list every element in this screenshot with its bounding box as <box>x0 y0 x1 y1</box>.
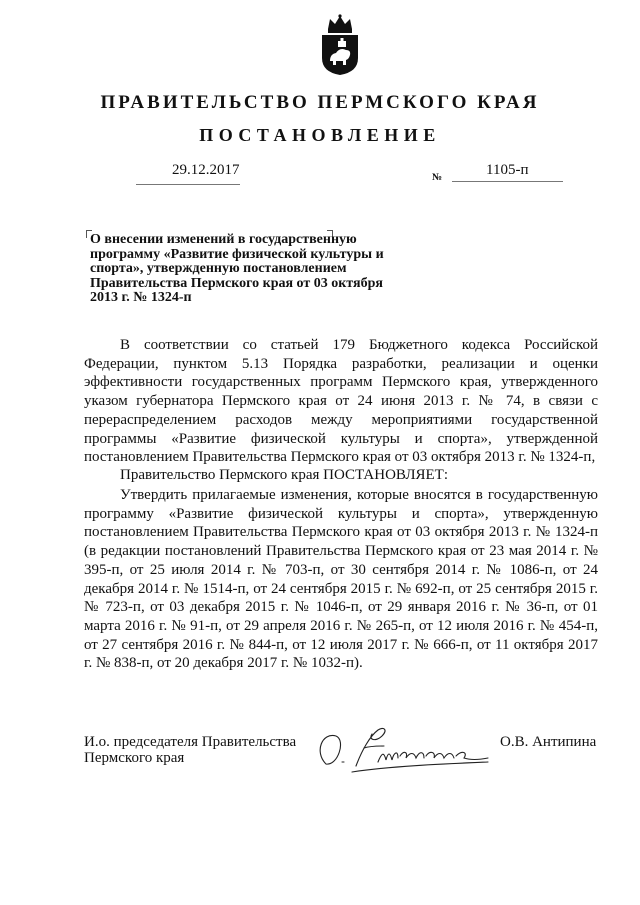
body-paragraph-approve <box>84 486 598 673</box>
body-paragraph-basis <box>84 336 598 467</box>
decree-date: 29.12.2017 <box>172 162 240 178</box>
signer-name: О.В. Антипина <box>500 734 597 750</box>
paragraph-text: Правительство Пермского края ПОСТАНОВЛЯЕТ: <box>120 467 449 483</box>
coat-of-arms-icon <box>318 14 362 76</box>
handwritten-signature <box>312 722 504 782</box>
number-label: № <box>432 172 443 183</box>
decree-subject: О внесении изменений в государственную программу «Развитие физической культуры и спорта», утвержденную постановлением Правительства Пермского края от 03 октября 2013 г. № 1324-п <box>90 232 384 305</box>
signer-position <box>84 734 296 766</box>
signer-position-line-1: И.о. председателя Правительства <box>84 734 297 750</box>
government-title: ПРАВИТЕЛЬСТВО ПЕРМСКОГО КРАЯ <box>100 92 540 113</box>
signer-position-line-2: Пермского края <box>84 750 185 766</box>
paragraph-text: В соответствии со статьей 179 Бюджетного кодекса Российской Федерации, пунктом 5.13 Порядка разработки, реализации и оценки эффективности государственных программ Пермского края, утвержденного указом губернатора Пермского края от 24 июня 2013 г. № 74, в связи с перераспределением расходов между мероприятиями государственной программы «Развитие физической культуры и спорта», утвержденной постановлением Правительства Пермского края от 03 октября 2013 г. № 1324-п, <box>84 337 598 466</box>
document-type-title: ПОСТАНОВЛЕНИЕ <box>199 125 441 145</box>
decree-number: 1105-п <box>486 162 529 178</box>
number-underline <box>452 181 563 182</box>
body-paragraph-resolves <box>84 466 598 485</box>
paragraph-text: Утвердить прилагаемые изменения, которые вносятся в государственную программу «Развитие физической культуры и спорта», утвержденную постановлением Правительства Пермского края от 03 октября 2013 г. № 1324-п (в редакции постановлений Правительства Пермского края от 23 мая 2014 г. № 395-п, от 25 июля 2014 г. № 703-п, от 30 сентября 2014 г. № 1086-п, от 24 декабря 2014 г. № 1514-п, от 24 сентября 2015 г. № 692-п, от 25 сентября 2015 г. № 723-п, от 03 декабря 2015 г. № 1046-п, от 29 января 2016 г. № 36-п, от 01 марта 2016 г. № 91-п, от 29 апреля 2016 г. № 265-п, от 12 июля 2016 г. № 454-п, от 27 сентября 2016 г. № 844-п, от 12 июля 2017 г. № 666-п, от 11 октября 2017 г. № 838-п, от 20 декабря 2017 г. № 1032-п). <box>84 487 598 672</box>
date-underline <box>136 184 240 185</box>
